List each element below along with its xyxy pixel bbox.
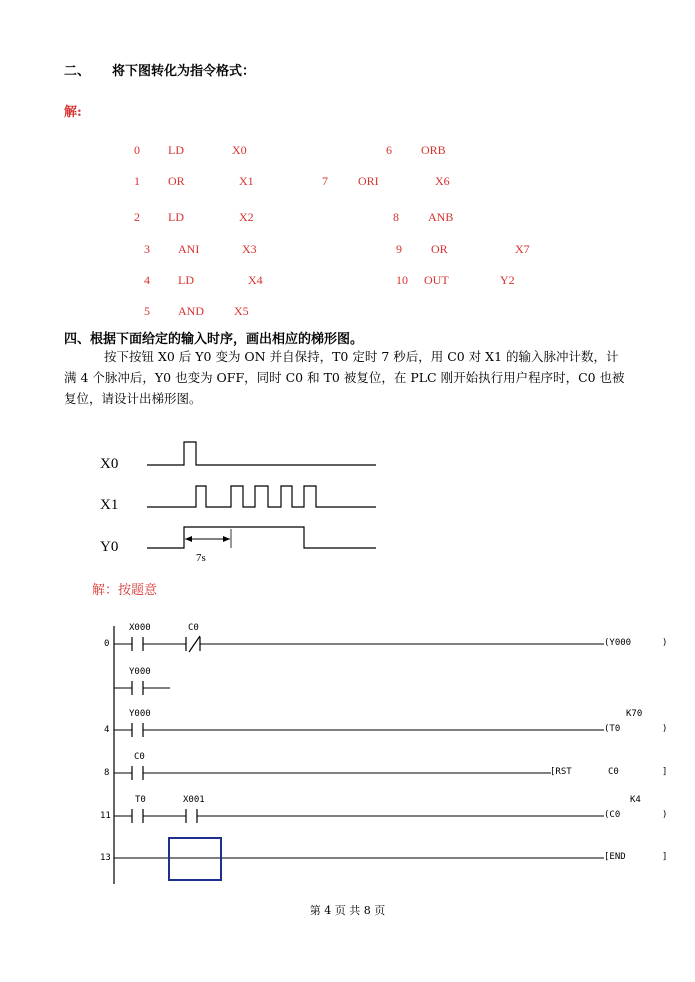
timing-label-x1: X1 [100,497,119,513]
instr-arg: X4 [248,273,263,287]
y000-coil: (Y000 [604,638,632,648]
t0-preset: K70 [626,709,643,719]
instr-op: LD [168,210,184,224]
c0-preset: K4 [630,795,641,805]
rung-step-8: 8 [104,768,110,778]
section4-paragraph-line2: 满 4 个脉冲后，Y0 也变为 OFF，同时 C0 和 T0 被复位，在 PLC 刚开始执行用户程序时，C0 也被 [64,370,625,385]
page-footer: 第 4 页 共 8 页 [309,904,386,917]
section4-paragraph-line1: 按下按钮 X0 后 Y0 变为 ON 并自保持，T0 定时 7 秒后，用 C0 对 X1 的输入脉冲计数，计 [104,349,619,364]
c0-coil: (C0 [604,810,621,820]
instr-step: 7 [322,174,328,188]
rst-instruction: [RST [550,767,572,777]
instr-step: 4 [144,273,150,287]
time-arrow-right-head [223,536,230,542]
section4-title: 四、根据下面给定的输入时序，画出相应的梯形图。 [64,332,364,347]
instr-step: 9 [396,242,402,256]
instr-step: 2 [134,210,140,224]
y000-coil-end: ) [662,638,668,648]
instr-arg: X1 [239,174,254,188]
x0-waveform [147,442,376,465]
instr-op: ORI [358,174,379,188]
instr-arg: X2 [239,210,254,224]
instr-op: ANB [428,210,454,224]
end-instruction: [END [604,852,626,862]
t0-contact-label: T0 [135,795,146,805]
instr-op: AND [178,304,204,318]
end-instruction-close: ] [662,852,668,862]
instr-op: LD [168,143,184,157]
x000-contact-label: X000 [129,623,151,633]
x1-waveform [147,486,376,507]
instr-arg: X7 [515,242,530,256]
section2-answer-label: 解: [64,105,82,120]
instr-op: OR [168,174,185,188]
c0-contact-label: C0 [134,752,145,762]
rung-step-11: 11 [100,811,111,821]
instr-step: 1 [134,174,140,188]
c0-nc-contact-slash [189,636,200,652]
instr-arg: Y2 [500,273,515,287]
instr-op: LD [178,273,194,287]
t0-coil-end: ) [662,724,668,734]
section2-number: 二、 [64,64,91,79]
rung-step-4: 4 [104,725,110,735]
instr-op: OUT [424,273,449,287]
instr-step: 10 [396,273,408,287]
section4-paragraph-line3: 复位，请设计出梯形图。 [64,391,202,406]
instr-arg: X6 [435,174,450,188]
t0-coil: (T0 [604,724,621,734]
instr-step: 8 [393,210,399,224]
time-label-7s: 7s [196,552,206,564]
instr-step: 5 [144,304,150,318]
x001-contact-label: X001 [183,795,205,805]
time-arrow-left-head [185,536,192,542]
instr-step: 3 [144,242,150,256]
instr-op: OR [431,242,448,256]
c0-nc-contact-label: C0 [188,623,199,633]
timing-label-y0: Y0 [100,539,119,555]
instr-arg: X5 [234,304,249,318]
rst-end: ] [662,767,668,777]
y0-waveform [147,527,376,548]
rung-step-13: 13 [100,853,111,863]
instr-op: ANI [178,242,200,256]
instr-step: 0 [134,143,140,157]
c0-coil-end: ) [662,810,668,820]
instr-op: ORB [421,143,446,157]
y000-contact-label: Y000 [129,709,151,719]
selection-cursor [169,838,221,880]
y000-hold-contact-label: Y000 [129,667,151,677]
instr-arg: X0 [232,143,247,157]
rst-target: C0 [608,767,619,777]
section4-answer-label: 解：按题意 [92,583,158,598]
section2-title: 将下图转化为指令格式： [112,64,256,79]
instr-arg: X3 [242,242,257,256]
timing-label-x0: X0 [100,456,119,472]
instr-step: 6 [386,143,392,157]
rung-step-0: 0 [104,639,110,649]
